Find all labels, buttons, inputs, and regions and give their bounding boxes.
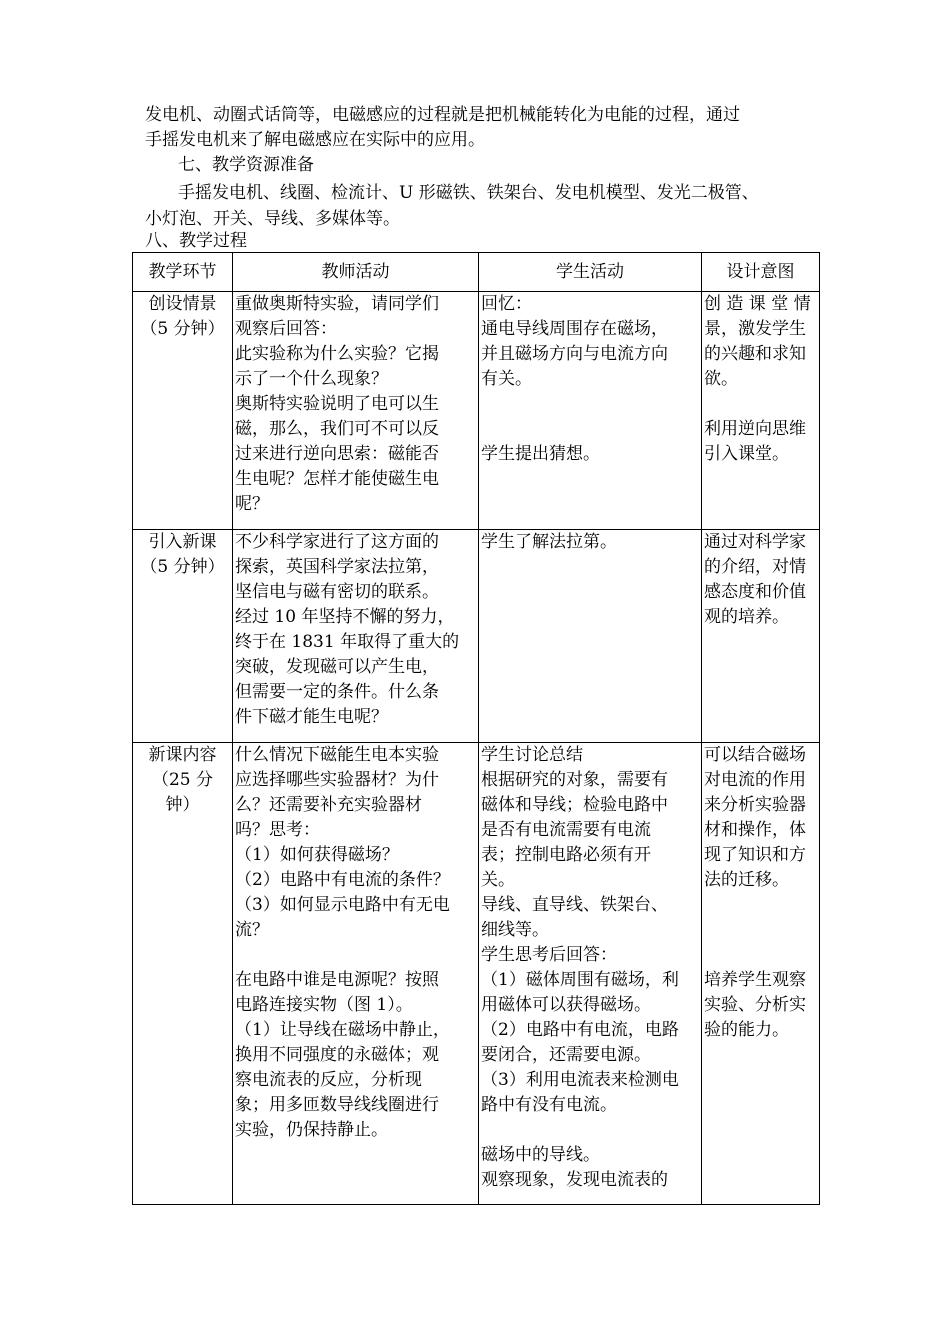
cell-text-line: 回忆： (481, 294, 532, 314)
cell-text-line: 学生提出猜想。 (481, 444, 600, 464)
cell-text-line: 创设情景 (148, 294, 217, 314)
cell-text-line: （5 分钟） (140, 319, 225, 339)
cell-text-line: 观察现象，发现电流表的 (481, 1170, 668, 1190)
cell-text-line: （2）电路中有电流，电路 (481, 1020, 679, 1040)
blank-line (704, 943, 817, 968)
cell-text-line: 景，激发学生 (704, 319, 806, 339)
table-row (133, 292, 820, 530)
cell-text-line: 坚信电与磁有密切的联系。 (235, 582, 439, 602)
cell-text-line: 有关。 (481, 369, 532, 389)
resources-line-2: 小灯泡、开关、导线、多媒体等。 (145, 209, 400, 229)
cell-text-line: 创 造 课 堂 情 (704, 294, 811, 314)
cell-text-line: 材和操作，体 (704, 820, 806, 840)
cell-text-line: （1）让导线在磁场中静止， (235, 1020, 450, 1040)
cell-text-line: 磁场中的导线。 (481, 1145, 600, 1165)
cell-text-line: 在电路中谁是电源呢？按照 (235, 970, 439, 990)
cell-text-line: 导线、直导线、铁架台、 (481, 895, 668, 915)
teacher-activity-cell (233, 530, 479, 743)
cell-text-line: 观察后回答： (235, 319, 337, 339)
header-design-intent: 设计意图 (702, 253, 820, 292)
cell-text-line: 观的培养。 (704, 607, 789, 627)
cell-text-line: 学生讨论总结 (481, 745, 583, 765)
cell-text-line: 可以结合磁场 (704, 745, 806, 765)
cell-text-line: 要闭合，还需要电源。 (481, 1045, 651, 1065)
cell-text-line: 呢？ (235, 494, 269, 514)
cell-text-line: 突破，发现磁可以产生电， (235, 657, 439, 677)
cell-text-line: 的介绍，对情 (704, 557, 806, 577)
blank-line (481, 392, 699, 417)
cell-text-line: 实验，仍保持静止。 (235, 1120, 388, 1140)
cell-text-line: 法的迁移。 (704, 870, 789, 890)
cell-text-line: （5 分钟） (140, 557, 225, 577)
blank-line (704, 893, 817, 918)
cell-text-line: 过来进行逆向思索：磁能否 (235, 444, 439, 464)
cell-text-line: 探索，英国科学家法拉第， (235, 557, 439, 577)
cell-text-line: 钟） (165, 795, 200, 815)
cell-text-line: 换用不同强度的永磁体；观 (235, 1045, 439, 1065)
design-intent-cell (702, 530, 820, 743)
table-header-row (133, 253, 820, 292)
cell-text-line: 电路连接实物（图 1）。 (235, 995, 413, 1015)
cell-text-line: 但需要一定的条件。什么条 (235, 682, 439, 702)
cell-text-line: 吗？思考： (235, 820, 320, 840)
cell-text-line: 对电流的作用 (704, 770, 806, 790)
cell-text-line: 磁，那么，我们可不可以反 (235, 419, 439, 439)
cell-text-line: 察电流表的反应，分析现 (235, 1070, 422, 1090)
cell-text-line: 此实验称为什么实验？它揭 (235, 344, 439, 364)
design-intent-cell (702, 292, 820, 530)
cell-text-line: （25 分 (151, 770, 214, 790)
cell-text-line: 象；用多匝数导线线圈进行 (235, 1095, 439, 1115)
cell-text-line: 件下磁才能生电呢？ (235, 707, 388, 727)
cell-text-line: 通电导线周围存在磁场， (481, 319, 668, 339)
header-stage: 教学环节 (133, 253, 233, 292)
cell-text-line: 利用逆向思维 (704, 419, 806, 439)
student-activity-cell (479, 743, 702, 1205)
cell-text-line: 表；控制电路必须有开 (481, 845, 651, 865)
student-activity-cell (479, 292, 702, 530)
resources-line-1: 手摇发电机、线圈、检流计、U 形磁铁、铁架台、发电机模型、发光二极管、 (178, 183, 759, 203)
cell-text-line: 感态度和价值 (704, 582, 806, 602)
cell-text-line: 路中有没有电流。 (481, 1095, 617, 1115)
cell-text-line: 什么情况下磁能生电本实验 (235, 745, 439, 765)
teacher-activity-cell (233, 743, 479, 1205)
intro-line-2: 手摇发电机来了解电磁感应在实际中的应用。 (145, 130, 485, 150)
cell-text-line: 生电呢？怎样才能使磁生电 (235, 469, 439, 489)
cell-text-line: （2）电路中有电流的条件？ (235, 870, 450, 890)
cell-text-line: 重做奥斯特实验，请同学们 (235, 294, 439, 314)
blank-line (704, 918, 817, 943)
cell-text-line: 来分析实验器 (704, 795, 806, 815)
cell-text-line: （3）如何显示电路中有无电 (235, 895, 450, 915)
cell-text-line: 细线等。 (481, 920, 549, 940)
blank-line (481, 417, 699, 442)
stage-cell (133, 292, 233, 530)
cell-text-line: 验的能力。 (704, 1020, 789, 1040)
header-teacher-activity: 教师活动 (233, 253, 479, 292)
header-student-activity: 学生活动 (479, 253, 702, 292)
blank-line (481, 1118, 699, 1143)
table-row (133, 743, 820, 1205)
cell-text-line: （1）磁体周围有磁场，利 (481, 970, 679, 990)
section-8-heading: 八、教学过程 (145, 231, 247, 251)
intro-line-1: 发电机、动圈式话筒等，电磁感应的过程就是把机械能转化为电能的过程，通过 (145, 105, 740, 125)
cell-text-line: 的兴趣和求知 (704, 344, 806, 364)
cell-text-line: 并且磁场方向与电流方向 (481, 344, 668, 364)
cell-text-line: 欲。 (704, 369, 738, 389)
cell-text-line: 根据研究的对象，需要有 (481, 770, 668, 790)
stage-cell (133, 743, 233, 1205)
cell-text-line: 学生思考后回答： (481, 945, 617, 965)
cell-text-line: 应选择哪些实验器材？为什 (235, 770, 439, 790)
cell-text-line: （3）利用电流表来检测电 (481, 1070, 679, 1090)
cell-text-line: 磁体和导线；检验电路中 (481, 795, 668, 815)
stage-cell (133, 530, 233, 743)
cell-text-line: 经过 10 年坚持不懈的努力， (235, 607, 455, 627)
cell-text-line: 通过对科学家 (704, 532, 806, 552)
cell-text-line: 示了一个什么现象？ (235, 369, 388, 389)
teacher-activity-cell (233, 292, 479, 530)
cell-text-line: （1）如何获得磁场？ (235, 845, 399, 865)
cell-text-line: 不少科学家进行了这方面的 (235, 532, 439, 552)
cell-text-line: 学生了解法拉第。 (481, 532, 617, 552)
teaching-process-table (132, 252, 820, 1205)
cell-text-line: 现了知识和方 (704, 845, 806, 865)
student-activity-cell (479, 530, 702, 743)
cell-text-line: 终于在 1831 年取得了重大的 (235, 632, 460, 652)
cell-text-line: 奥斯特实验说明了电可以生 (235, 394, 439, 414)
cell-text-line: 引入新课 (148, 532, 217, 552)
design-intent-cell (702, 743, 820, 1205)
blank-line (704, 392, 817, 417)
section-7-heading: 七、教学资源准备 (178, 155, 314, 175)
cell-text-line: 培养学生观察 (704, 970, 806, 990)
cell-text-line: 是否有电流需要有电流 (481, 820, 651, 840)
cell-text-line: 流？ (235, 920, 269, 940)
cell-text-line: 引入课堂。 (704, 444, 789, 464)
cell-text-line: 实验、分析实 (704, 995, 806, 1015)
cell-text-line: 用磁体可以获得磁场。 (481, 995, 651, 1015)
cell-text-line: 新课内容 (148, 745, 217, 765)
table-row (133, 530, 820, 743)
blank-line (235, 943, 476, 968)
cell-text-line: 关。 (481, 870, 515, 890)
cell-text-line: 么？还需要补充实验器材 (235, 795, 422, 815)
